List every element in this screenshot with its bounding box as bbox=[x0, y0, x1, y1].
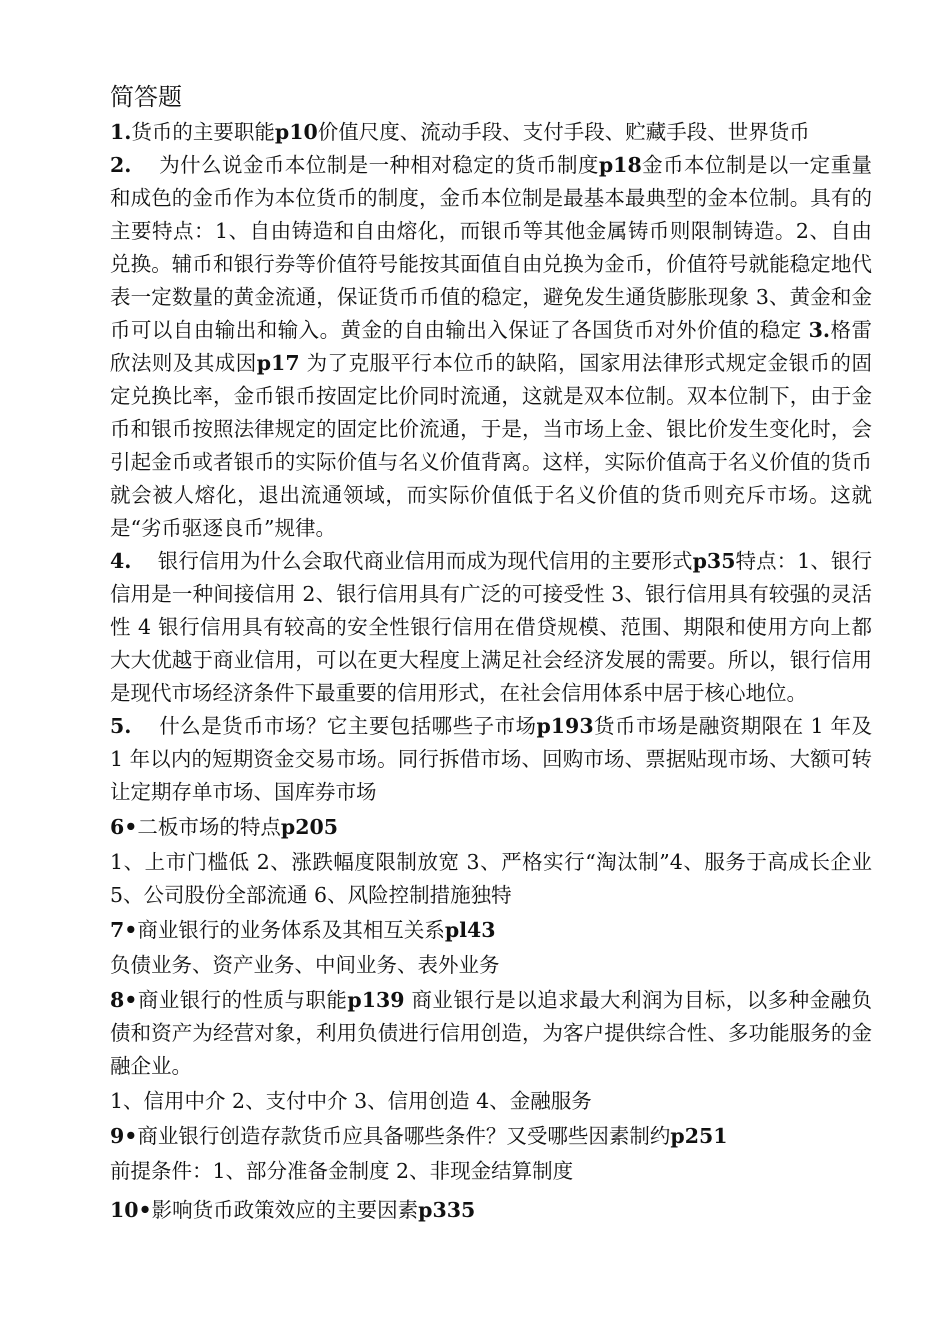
item-9-answer: 前提条件：1、部分准备金制度 2、非现金结算制度 bbox=[110, 1159, 574, 1183]
item-4 bbox=[110, 545, 872, 710]
item-3-page-ref: p17 bbox=[256, 351, 300, 375]
item-7-page-ref: pl43 bbox=[444, 918, 496, 942]
item-9-heading bbox=[110, 1120, 872, 1153]
document-page bbox=[110, 80, 872, 1227]
item-5-number: 5. bbox=[110, 714, 132, 738]
item-2-answer: 金币本位制是以一定重量和成色的金币作为本位货币的制度，金币本位制是最基本最典型的金本位制。具有的主要特点：1、自由铸造和自由熔化，而银币等其他金属铸币则限制铸造。2、自由兑换。辅币和银行券等价值符号能按其面值自由兑换为金币，价值符号就能稳定地代表一定数量的黄金流通，保证货币币值的稳定，避免发生通货膨胀现象 3、黄金和金币可以自由输出和输入。黄金的自由输出入保证了各国货币对外价值的稳定 bbox=[110, 153, 872, 342]
item-3-answer: 为了克服平行本位币的缺陷，国家用法律形式规定金银币的固定兑换比率，金币银币按固定比价同时流通，这就是双本位制。双本位制下，由于金币和银币按照法律规定的固定比价流通，于是，当市场上金、银比价发生变化时，会引起金币或者银币的实际价值与名义价值背离。这样，实际价值高于名义价值的货币就会被人熔化，退出流通领域，而实际价值低于名义价值的货币则充斥市场。这就是“劣币驱逐良币”规律。 bbox=[110, 351, 873, 540]
item-6-page-ref: p205 bbox=[280, 815, 339, 839]
item-2-number: 2. bbox=[110, 153, 132, 177]
document-title: 简答题 bbox=[110, 83, 182, 111]
item-8-functions: 1、信用中介 2、支付中介 3、信用创造 4、金融服务 bbox=[110, 1089, 592, 1113]
item-4-answer: 特点：1、银行信用是一种间接信用 2、银行信用具有广泛的可接受性 3、银行信用具有较强的灵活性 4 银行信用具有较高的安全性银行信用在借贷规模、范围、期限和使用方向上都大大优越于商业信用，可以在更大程度上满足社会经济发展的需要。所以，银行信用是现代市场经济条件下最重要的信用形式，在社会信用体系中居于核心地位。 bbox=[110, 549, 873, 705]
item-1-answer: 价值尺度、流动手段、支付手段、贮藏手段、世界货币 bbox=[317, 120, 810, 144]
item-1-question: 货币的主要职能 bbox=[131, 120, 275, 144]
item-6-number: 6• bbox=[110, 815, 138, 839]
item-4-number: 4. bbox=[110, 549, 132, 573]
item-8-answer: 商业银行是以追求最大利润为目标，以多种金融负债和资产为经营对象，利用负债进行信用创造，为客户提供综合性、多功能服务的金融企业。 bbox=[110, 988, 872, 1078]
item-2-question: 为什么说金币本位制是一种相对稳定的货币制度 bbox=[159, 153, 599, 177]
item-9-question: 商业银行创造存款货币应具备哪些条件？又受哪些因素制约 bbox=[137, 1124, 671, 1148]
item-2-page-ref: p18 bbox=[598, 153, 642, 177]
item-5-answer: 货币市场是融资期限在 1 年及 1 年以内的短期资金交易市场。同行拆借市场、回购市场、票据贴现市场、大额可转让定期存单市场、国库券市场 bbox=[110, 714, 873, 804]
item-6-question: 二板市场的特点 bbox=[137, 815, 281, 839]
item-4-page-ref: p35 bbox=[692, 549, 736, 573]
item-7-answer: 负债业务、资产业务、中间业务、表外业务 bbox=[110, 953, 500, 977]
item-2 bbox=[110, 149, 872, 545]
item-5 bbox=[110, 710, 872, 809]
item-8-page-ref: p139 bbox=[347, 988, 405, 1012]
item-3-number: 3. bbox=[808, 318, 831, 342]
item-4-question: 银行信用为什么会取代商业信用而成为现代信用的主要形式 bbox=[157, 549, 693, 573]
item-5-page-ref: p193 bbox=[536, 714, 594, 738]
item-7-heading bbox=[110, 914, 872, 947]
item-10-page-ref: p335 bbox=[418, 1198, 476, 1222]
item-10-question: 影响货币政策效应的主要因素 bbox=[151, 1198, 419, 1222]
item-8-question: 商业银行的性质与职能 bbox=[137, 988, 348, 1012]
item-5-question: 什么是货币市场？它主要包括哪些子市场 bbox=[159, 714, 537, 738]
item-1-number: 1. bbox=[110, 120, 132, 144]
item-7-number: 7• bbox=[110, 918, 138, 942]
item-7-question: 商业银行的业务体系及其相互关系 bbox=[137, 918, 445, 942]
item-8 bbox=[110, 984, 872, 1083]
item-1 bbox=[110, 116, 872, 149]
item-6-answer: 1、上市门槛低 2、涨跌幅度限制放宽 3、严格实行“淘汰制”4、服务于高成长企业 5、公司股份全部流通 6、风险控制措施独特 bbox=[110, 850, 872, 907]
item-9-page-ref: p251 bbox=[670, 1124, 728, 1148]
item-10-heading bbox=[110, 1194, 872, 1227]
item-1-page-ref: p10 bbox=[274, 120, 318, 144]
item-8-number: 8• bbox=[110, 988, 138, 1012]
item-3-question: 格雷欣法则及其成因 bbox=[110, 318, 872, 375]
item-9-number: 9• bbox=[110, 1124, 138, 1148]
item-10-number: 10• bbox=[110, 1198, 152, 1222]
item-6-heading bbox=[110, 811, 872, 844]
